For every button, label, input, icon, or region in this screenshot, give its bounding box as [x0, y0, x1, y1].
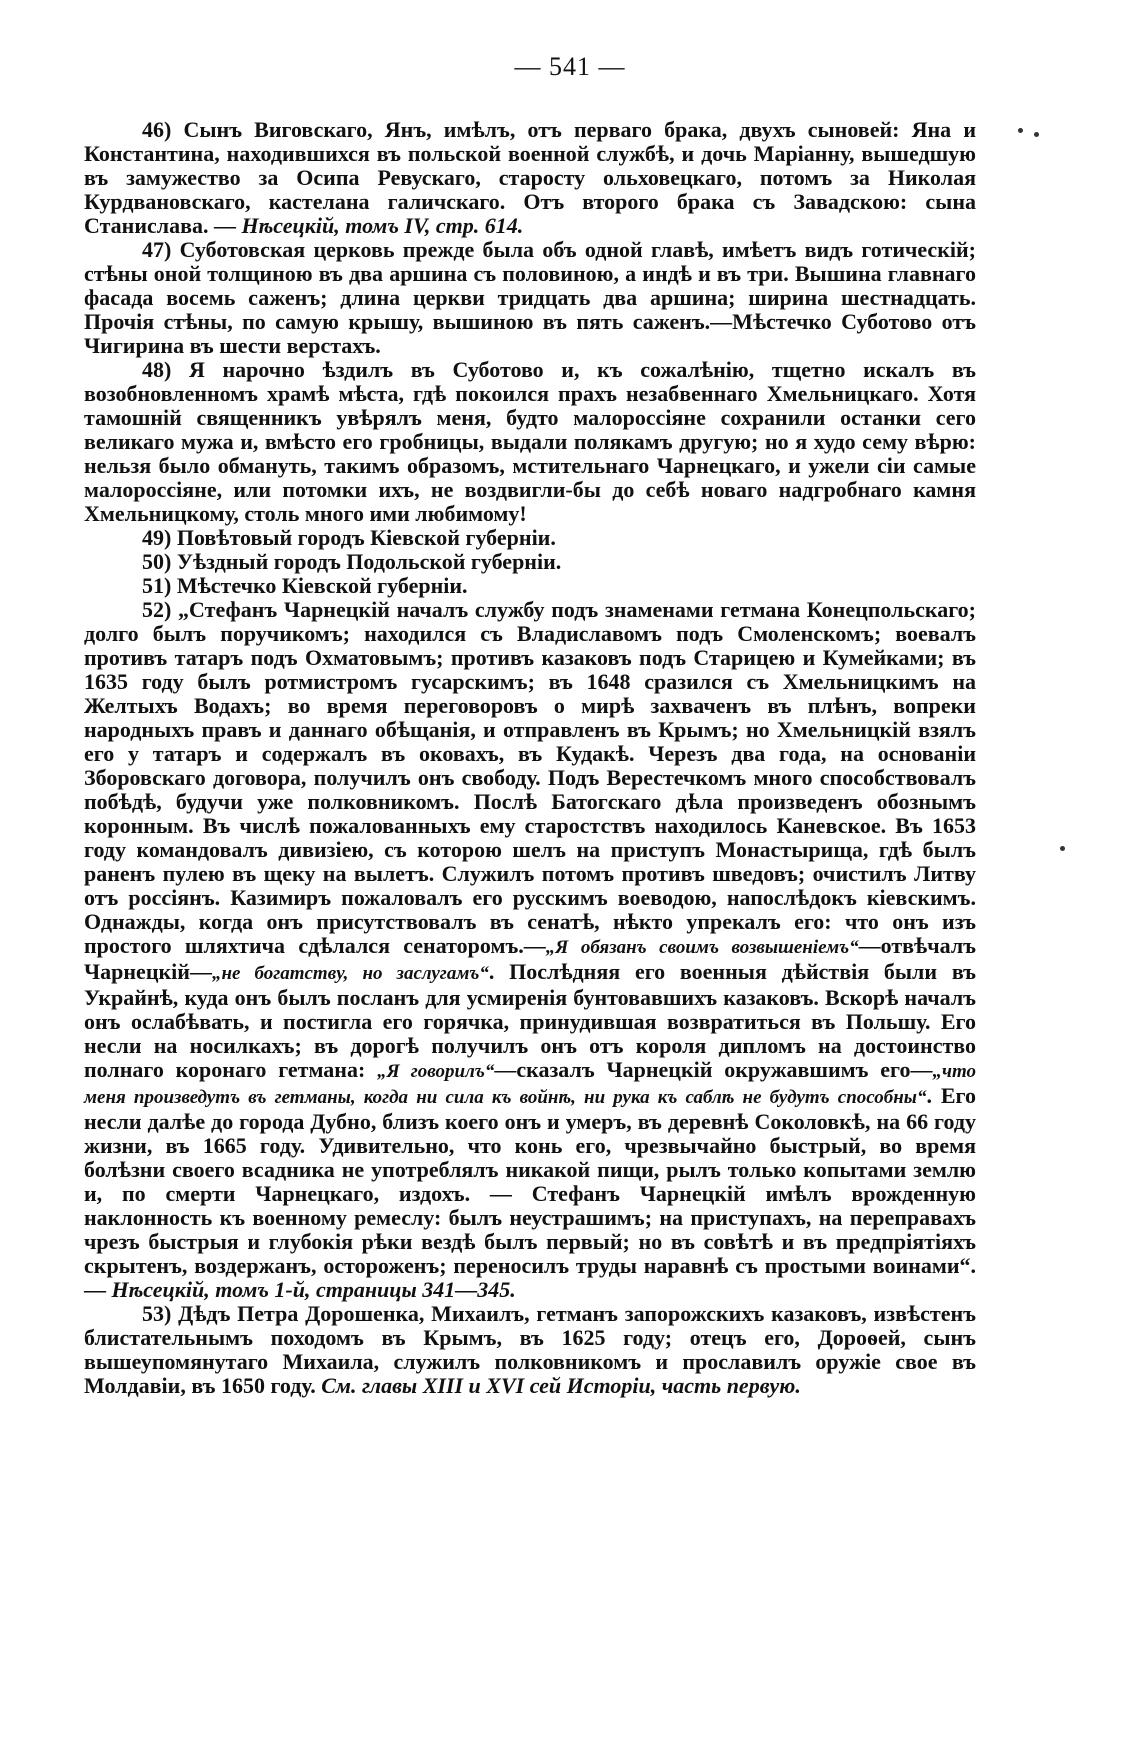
footnote-quote: „что меня произведутъ въ гетманы, когда ни сила къ войнѣ, ни рука къ саблѣ не будутъ способны“ — [84, 1061, 977, 1108]
footnote-text: —отвѣчалъ Чарнецкій— — [84, 933, 976, 984]
footnote-text: 47) Суботовская церковь прежде была объ одной главѣ, имѣетъ видъ готическій; стѣны оной толщиною въ два аршина съ половиною, а индѣ и въ три. Вышина главнаго фасада восемь саженъ; длина церкви тридцать два аршина; ширина шестнадцать. Прочія стѣны, по самую крышу, вышиною въ пять саженъ.—Мѣстечко Суботово отъ Чигирина въ шести верстахъ. — [84, 237, 976, 358]
footnote-52 — [84, 598, 976, 1302]
footnote-text: 50) Уѣздный городъ Подольской губерніи. — [142, 549, 562, 574]
footnote-text: . Послѣдняя его военныя дѣйствія были въ Украйнѣ, куда онъ былъ посланъ для усмиренія бунтовавшихъ казаковъ. Вскорѣ началъ онъ ослабѣвать, и постигла его горячка, принудившая возвратиться въ Польшу. Его несли на носилкахъ; въ дорогѣ получилъ онъ отъ короля дипломъ на достоинство полнаго коронаго гетмана: — [84, 959, 976, 1082]
footnote-text: 53) Дѣдъ Петра Дорошенка, Михаилъ, гетманъ запорожскихъ казаковъ, извѣстенъ блистательнымъ походомъ въ Крымъ, въ 1625 году; отецъ его, Дороѳей, сынъ вышеупомянутаго Михаила, служилъ полковникомъ и прославилъ оружіе свое въ Молдавіи, въ 1650 году. — [84, 1301, 976, 1398]
footnote-50 — [84, 550, 976, 574]
page-number: — 541 — — [514, 52, 626, 81]
scan-speck — [1018, 128, 1023, 133]
footnote-49 — [84, 526, 976, 550]
footnotes-block — [84, 118, 976, 1398]
footnote-text: 51) Мѣстечко Кіевской губерніи. — [142, 573, 468, 598]
scan-speck — [1034, 132, 1039, 137]
footnote-47 — [84, 238, 976, 358]
footnote-46 — [84, 118, 976, 238]
footnote-reference: Нѣсецкій, томъ 1-й, страницы 341—345. — [111, 1277, 516, 1302]
footnote-quote: „Я обязанъ своимъ возвышеніемъ“ — [545, 937, 859, 958]
footnote-text: 48) Я нарочно ѣздилъ въ Суботово и, къ сожалѣнію, тщетно искалъ въ возобновленномъ храмѣ мѣста, гдѣ покоился прахъ незабвеннаго Хмельницкаго. Хотя тамошній священникъ увѣрялъ меня, будто малороссіяне сохранили останки сего великаго мужа и, вмѣсто его гробницы, выдали полякамъ другую; но я худо сему вѣрю: нельзя было обмануть, такимъ образомъ, мстительнаго Чарнецкаго, и ужели сіи самые малороссіяне, или потомки ихъ, не воздвигли-бы до себѣ новаго надгробнаго камня Хмельницкому, столь много ими любимому! — [84, 357, 976, 526]
footnote-text: 52) „Стефанъ Чарнецкій началъ службу подъ знаменами гетмана Конецпольскаго; долго былъ поручикомъ; находился съ Владиславомъ подъ Смоленскомъ; воевалъ противъ татаръ подъ Охматовымъ; противъ казаковъ подъ Старицею и Кумейками; въ 1635 году былъ ротмистромъ гусарскимъ; въ 1648 сразился съ Хмельницкимъ на Желтыхъ Водахъ; во время переговоровъ о мирѣ захваченъ въ плѣнъ, вопреки народныхъ правъ и даннаго обѣщанія, и отправленъ въ Крымъ; но Хмельницкій взялъ его у татаръ и содержалъ въ оковахъ, въ Кудакѣ. Черезъ два года, на основаніи Зборовскаго договора, получилъ онъ свободу. Подъ Верестечкомъ много способствовалъ побѣдѣ, будучи уже полковникомъ. Послѣ Батогскаго дѣла произведенъ обознымъ коронным. Въ числѣ пожалованныхъ ему старостствъ находилось Каневское. Въ 1653 году командовалъ дивизіею, съ которою шелъ на приступъ Монастырища, гдѣ былъ раненъ пулею въ щеку на вылетъ. Служилъ потомъ противъ шведовъ; очистилъ Литву отъ россіянъ. Казимиръ пожаловалъ его русскимъ воеводою, напослѣдокъ кіевскимъ. Однажды, когда онъ присутствовалъ въ сенатѣ, нѣкто упрекалъ его: что онъ изъ простого шляхтича сдѣлался сенаторомъ.— — [84, 597, 976, 958]
footnote-text: 46) Сынъ Виговскаго, Янъ, имѣлъ, отъ перваго брака, двухъ сыновей: Яна и Константина, находившихся въ польской военной службѣ, и дочь Маріанну, вышедшую въ замужество за Осипа Ревускаго, старосту ольховецкаго, потомъ за Николая Курдвановскаго, кастелана галичскаго. Отъ второго брака съ Завадскою: сына Станислава. — — [84, 117, 976, 238]
footnote-reference: См. главы XIII и XVI сей Исторіи, часть первую. — [321, 1373, 801, 1398]
footnote-53 — [84, 1302, 976, 1398]
footnote-text: —сказалъ Чарнецкій окружавшимъ его— — [494, 1057, 933, 1082]
footnote-text: . Его несли далѣе до города Дубно, близъ коего онъ и умеръ, въ деревнѣ Соколовкѣ, на 66 году жизни, въ 1665 году. Удивительно, что конь его, чрезвычайно быстрый, во время болѣзни своего всадника не употреблялъ никакой пищи, рылъ только копытами землю и, по смерти Чарнецкаго, издохъ. — Стефанъ Чарнецкій имѣлъ врожденную наклонность къ военному ремеслу: былъ неустрашимъ; на приступахъ, на переправахъ чрезъ быстрыя и глубокія рѣки вездѣ былъ первый; но въ совѣтѣ и въ предпріятіяхъ скрытенъ, воздержанъ, остороженъ; переносилъ труды наравнѣ съ простыми воинами“. — — [84, 1083, 976, 1302]
footnote-reference: Нѣсецкій, томъ IV, стр. 614. — [241, 213, 524, 238]
footnote-48 — [84, 358, 976, 526]
footnote-text: 49) Повѣтовый городъ Кіевской губерніи. — [142, 525, 556, 550]
footnote-51 — [84, 574, 976, 598]
footnote-quote: „не богатству, но заслугамъ“ — [211, 963, 489, 984]
scan-speck — [1060, 846, 1065, 851]
footnote-quote: „Я говорилъ“ — [377, 1061, 495, 1082]
